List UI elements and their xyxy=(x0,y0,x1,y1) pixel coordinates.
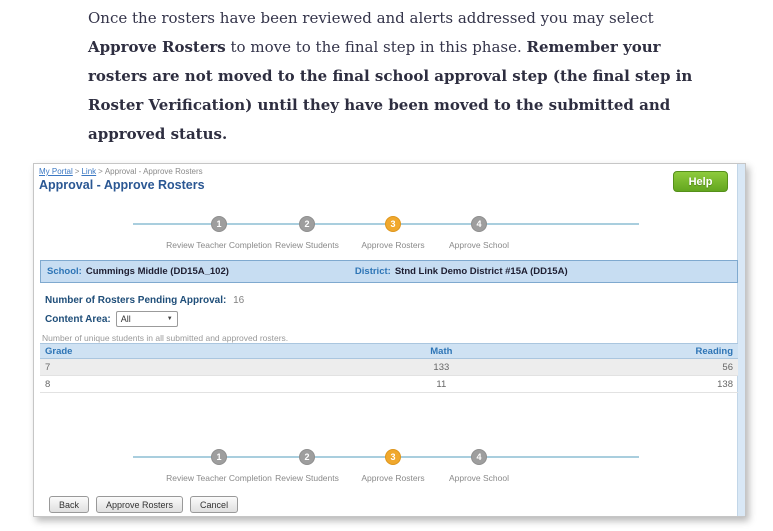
breadcrumb-separator: > xyxy=(98,167,103,176)
table-note: Number of unique students in all submitted and approved rosters. xyxy=(42,333,289,343)
page-title: Approval - Approve Rosters xyxy=(39,178,205,192)
school-label: School: xyxy=(47,266,82,277)
help-button[interactable]: Help xyxy=(673,171,728,192)
table-row xyxy=(40,376,738,393)
content-area-row xyxy=(45,311,178,327)
step-2-circle: 2 xyxy=(299,449,315,465)
school-district-bar xyxy=(40,260,738,283)
intro-bold-approve-rosters: Approve Rosters xyxy=(88,38,226,56)
intro-bold-reminder: Remember your rosters are not moved to the final school approval step (the final step in Roster Verification) until they have been moved to the submitted and approved status. xyxy=(88,38,693,143)
cell-math: 11 xyxy=(319,376,563,393)
step-3-label: Approve Rosters xyxy=(361,473,425,483)
intro-text-segment: to move to the final step in this phase. xyxy=(225,38,527,56)
progress-stepper-bottom xyxy=(34,442,747,502)
breadcrumb-separator: > xyxy=(74,167,80,176)
intro-text-segment: Once the rosters have been reviewed and alerts addressed you may select xyxy=(88,9,654,27)
step-3-circle-active: 3 xyxy=(385,216,401,232)
pending-approval-row xyxy=(45,295,244,306)
approve-rosters-window xyxy=(33,163,746,517)
content-area-select[interactable] xyxy=(116,311,178,327)
content-area-selected-value: All xyxy=(120,314,131,324)
column-header-grade: Grade xyxy=(40,344,319,359)
chevron-down-icon: ▼ xyxy=(166,316,173,322)
step-1-circle: 1 xyxy=(211,449,227,465)
cell-reading: 56 xyxy=(563,359,738,376)
cancel-button[interactable]: Cancel xyxy=(190,496,238,513)
back-button[interactable]: Back xyxy=(49,496,89,513)
approve-rosters-button[interactable]: Approve Rosters xyxy=(96,496,183,513)
table-header-row xyxy=(40,344,738,359)
cell-reading: 138 xyxy=(563,376,738,393)
breadcrumb-current: Approval - Approve Rosters xyxy=(104,167,203,176)
step-4-circle: 4 xyxy=(471,449,487,465)
district-label: District: xyxy=(354,266,391,277)
step-3-label: Approve Rosters xyxy=(361,240,425,250)
step-3-circle-active: 3 xyxy=(385,449,401,465)
step-2-circle: 2 xyxy=(299,216,315,232)
content-area-label: Content Area: xyxy=(45,313,111,325)
school-value: Cummings Middle (DD15A_102) xyxy=(85,266,229,277)
pending-approval-label: Number of Rosters Pending Approval: xyxy=(45,295,227,306)
step-4-circle: 4 xyxy=(471,216,487,232)
district-value: Stnd Link Demo District #15A (DD15A) xyxy=(394,266,568,277)
step-4-label: Approve School xyxy=(448,240,509,250)
step-2-label: Review Students xyxy=(275,240,339,250)
step-2-label: Review Students xyxy=(275,473,339,483)
cell-grade: 8 xyxy=(40,376,319,393)
cell-math: 133 xyxy=(319,359,563,376)
footer-button-row xyxy=(49,496,238,513)
step-4-label: Approve School xyxy=(448,473,509,483)
breadcrumb-link-my-portal[interactable]: My Portal xyxy=(39,167,73,176)
pending-approval-count: 16 xyxy=(233,295,245,306)
cell-grade: 7 xyxy=(40,359,319,376)
column-header-math: Math xyxy=(319,344,563,359)
step-1-circle: 1 xyxy=(211,216,227,232)
step-1-label: Review Teacher Completion xyxy=(166,473,272,483)
table-row xyxy=(40,359,738,376)
step-1-label: Review Teacher Completion xyxy=(166,240,272,250)
breadcrumb-link-link[interactable]: Link xyxy=(81,167,97,176)
district-group xyxy=(349,266,568,277)
intro-paragraph xyxy=(88,4,710,149)
column-header-reading: Reading xyxy=(563,344,738,359)
roster-summary-table xyxy=(40,343,738,393)
breadcrumb xyxy=(39,167,203,176)
